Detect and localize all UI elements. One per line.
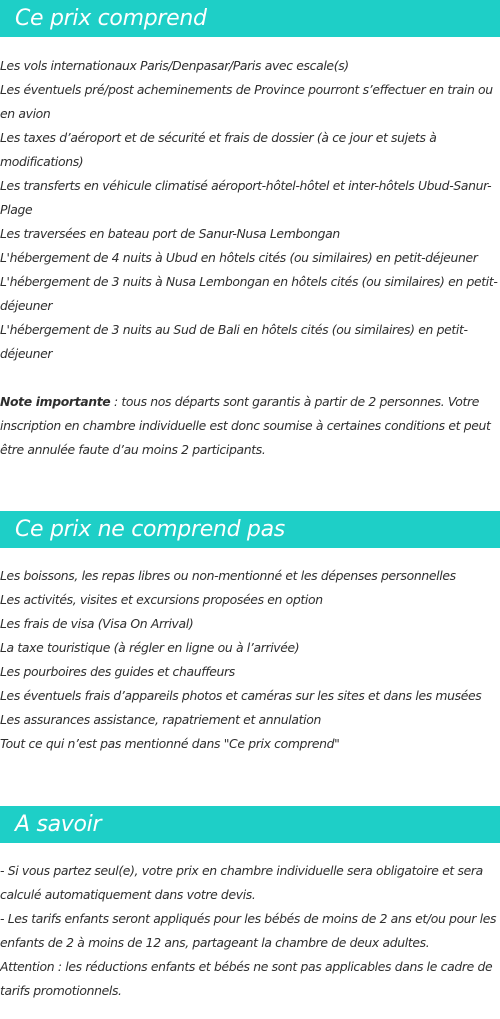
list-item: Les pourboires des guides et chauffeurs [0, 664, 235, 679]
important-note [0, 390, 500, 462]
list-item: La taxe touristique (à régler en ligne ou à l’arrivée) [0, 640, 300, 655]
list-item: Les traversées en bateau port de Sanur-Nusa Lembongan [0, 226, 340, 241]
included-list [0, 54, 500, 462]
good-to-know-section-header [0, 806, 500, 843]
list-item: Les boissons, les repas libres ou non-mentionné et les dépenses personnelles [0, 568, 456, 583]
included-section-title: Ce prix comprend [15, 6, 207, 31]
list-item: Tout ce qui n’est pas mentionné dans "Ce prix comprend" [0, 736, 340, 751]
list-item: Les éventuels frais d’appareils photos et caméras sur les sites et dans les musées [0, 688, 482, 703]
important-note-text: : tous nos départs sont garantis à partir de 2 personnes. Votre inscription en chambre individuelle est donc soumise à certaines conditions et peut être annulée faute d’au moins 2 participants. [0, 394, 491, 457]
list-item: Les activités, visites et excursions proposées en option [0, 592, 323, 607]
list-item: Attention : les réductions enfants et bébés ne sont pas applicables dans le cadre de tarifs promotionnels. [0, 959, 493, 998]
list-item: - Si vous partez seul(e), votre prix en chambre individuelle sera obligatoire et sera calculé automatiquement dans votre devis. [0, 863, 483, 902]
list-item: Les transferts en véhicule climatisé aéroport-hôtel-hôtel et inter-hôtels Ubud-Sanur-Plage [0, 178, 492, 217]
list-item: L'hébergement de 4 nuits à Ubud en hôtels cités (ou similaires) en petit-déjeuner [0, 250, 478, 265]
list-item: L'hébergement de 3 nuits à Nusa Lembongan en hôtels cités (ou similaires) en petit-déjeuner [0, 274, 498, 313]
included-section-header [0, 0, 500, 37]
good-to-know-section-title: A savoir [15, 812, 102, 837]
list-item: Les vols internationaux Paris/Denpasar/Paris avec escale(s) [0, 58, 349, 73]
excluded-list [0, 564, 500, 756]
list-item: - Les tarifs enfants seront appliqués pour les bébés de moins de 2 ans et/ou pour les enfants de 2 à moins de 12 ans, partageant la chambre de deux adultes. [0, 911, 497, 950]
list-item: Les assurances assistance, rapatriement et annulation [0, 712, 321, 727]
spacer [0, 366, 500, 390]
list-item: L'hébergement de 3 nuits au Sud de Bali en hôtels cités (ou similaires) en petit-déjeuner [0, 322, 468, 361]
list-item: Les taxes d’aéroport et de sécurité et frais de dossier (à ce jour et sujets à modifications) [0, 130, 437, 169]
list-item: Les frais de visa (Visa On Arrival) [0, 616, 194, 631]
good-to-know-list [0, 859, 500, 1003]
important-note-label: Note importante [0, 394, 111, 409]
list-item: Les éventuels pré/post acheminements de Province pourront s’effectuer en train ou en avion [0, 82, 493, 121]
excluded-section-title: Ce prix ne comprend pas [15, 517, 285, 542]
excluded-section-header [0, 511, 500, 548]
